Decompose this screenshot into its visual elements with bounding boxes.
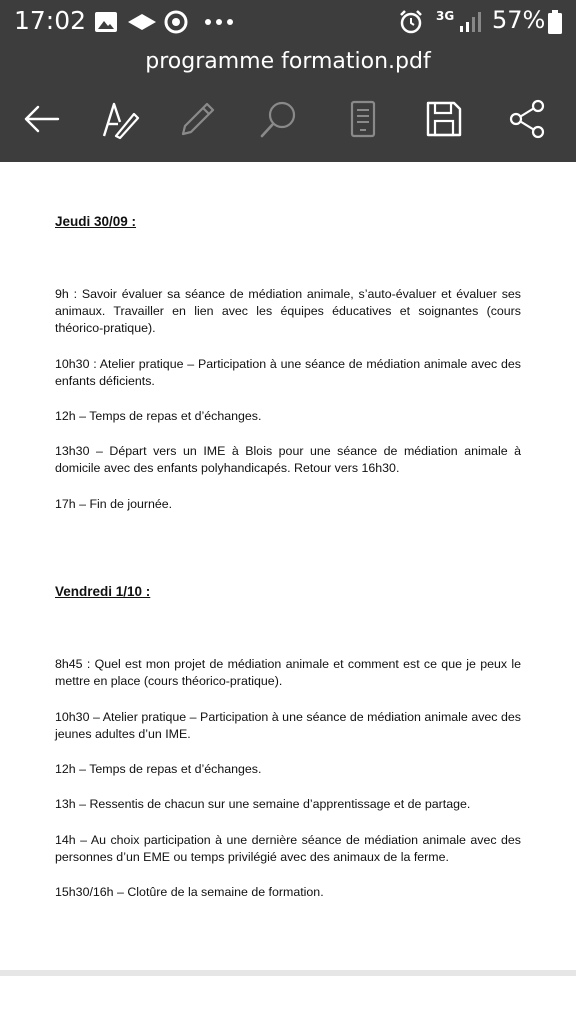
image-icon (94, 10, 118, 34)
battery-percentage: 57% (492, 6, 546, 34)
day1-item: 17h – Fin de journée. (55, 497, 173, 511)
battery-icon (548, 10, 562, 34)
day2-item: 15h30/16h – Clotûre de la semaine de formation. (55, 885, 324, 899)
day1-item: 13h30 – Départ vers un IME à Blois pour une séance de médiation animale à domicile avec des enfants polyhandicapés. Retour vers 16h30. (55, 444, 521, 475)
search-icon (256, 96, 302, 142)
save-icon (421, 96, 467, 142)
day1-item: 12h – Temps de repas et d’échanges. (55, 409, 262, 423)
chrome-icon (164, 10, 188, 34)
page-view-icon (340, 96, 386, 142)
day2-item: 13h – Ressentis de chacun sur une semaine d’apprentissage et de partage. (55, 797, 471, 811)
edit-button[interactable] (175, 96, 221, 142)
status-bar (0, 0, 576, 44)
day1-heading: Jeudi 30/09 : (55, 214, 137, 229)
day1-item: 10h30 : Atelier pratique – Participation à une séance de médiation animale avec des enfants déficients. (55, 357, 521, 388)
annotate-icon (98, 96, 144, 142)
pencil-icon (175, 96, 221, 142)
status-time: 17:02 (14, 6, 87, 35)
more-dots-icon (204, 18, 234, 26)
day2-item: 12h – Temps de repas et d’échanges. (55, 762, 262, 776)
navigation-icon (128, 14, 156, 30)
search-button[interactable] (256, 96, 302, 142)
back-button[interactable] (18, 96, 64, 142)
app-header (0, 0, 576, 162)
day2-heading: Vendredi 1/10 : (55, 584, 151, 599)
day2-item: 14h – Au choix participation à une dernière séance de médiation animale avec des personnes d’un EME ou temps privilégié avec des animaux de la ferme. (55, 833, 521, 864)
next-page-area[interactable] (0, 976, 576, 1024)
share-icon (505, 96, 551, 142)
save-button[interactable] (421, 96, 467, 142)
annotate-button[interactable] (98, 96, 144, 142)
back-arrow-icon (18, 96, 64, 142)
share-button[interactable] (505, 96, 551, 142)
day1-item: 9h : Savoir évaluer sa séance de médiation animale, s’auto-évaluer et évaluer ses animaux. Travailler en lien avec les équipes éducatives et soignantes (cours théorico-pratique). (55, 287, 521, 335)
day2-item: 8h45 : Quel est mon projet de médiation animale et comment est ce que je peux le mettre en place (cours théorico-pratique). (55, 657, 521, 688)
toolbar (0, 96, 576, 146)
network-type: 3G (436, 9, 455, 23)
alarm-icon (398, 9, 424, 35)
page-view-button[interactable] (340, 96, 386, 142)
pdf-page[interactable] (0, 162, 576, 970)
document-title: programme formation.pdf (145, 49, 431, 74)
signal-icon (458, 10, 484, 34)
day2-item: 10h30 – Atelier pratique – Participation à une séance de médiation animale avec des jeunes adultes d’un IME. (55, 710, 521, 741)
